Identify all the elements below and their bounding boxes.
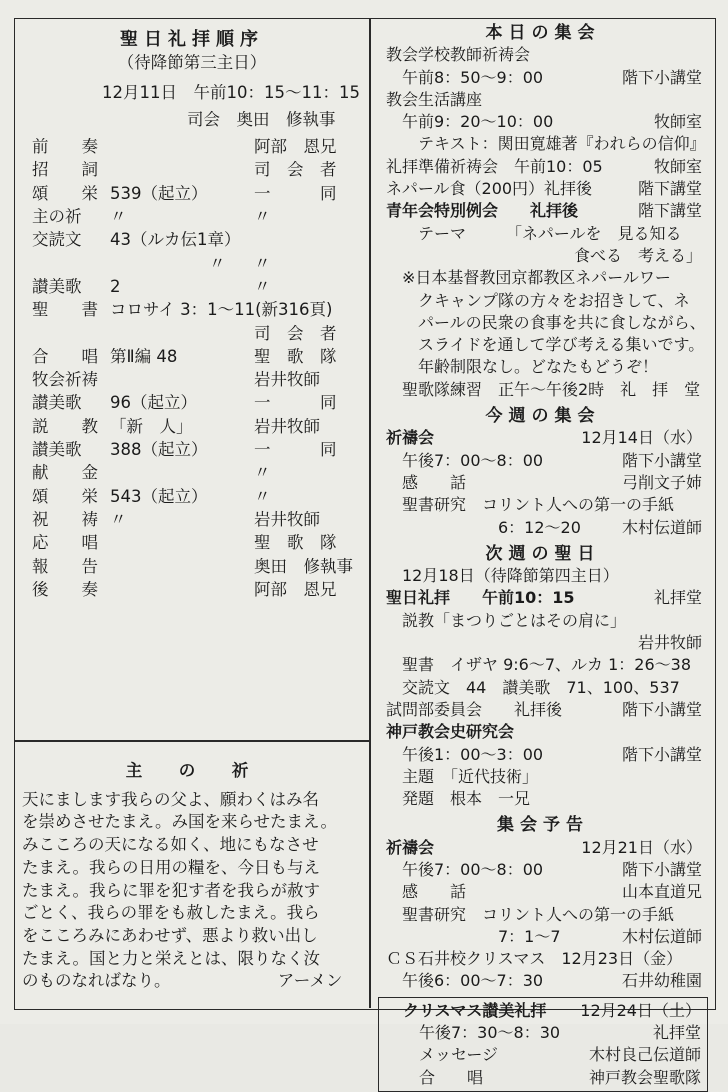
today-row — [378, 156, 708, 178]
today-row — [378, 223, 708, 245]
meetings-section — [378, 22, 708, 1092]
notice-row — [378, 948, 708, 970]
order-person: 聖 歌 隊 — [254, 346, 337, 366]
notice-list — [378, 837, 708, 993]
today-text: 午前8：50〜9：00 — [386, 67, 544, 87]
order-person: 〃 — [254, 486, 271, 506]
today-title: 本日の集会 — [485, 23, 601, 43]
order-detail: コロサイ 3：1〜11(新316頁) — [110, 300, 333, 320]
xmas-right-text: 12月24日（土） — [580, 1000, 701, 1020]
today-right-text: 牧師室 — [653, 156, 702, 176]
order-row — [22, 438, 362, 461]
order-row — [22, 228, 362, 251]
order-row — [22, 485, 362, 508]
week-right-text: 12月14日（水） — [581, 428, 702, 448]
order-item: 牧会祈祷 — [32, 370, 98, 390]
xmas-row — [379, 1044, 707, 1066]
order-detail: 第Ⅱ編 48 — [110, 346, 178, 366]
order-item: 讃美歌 — [32, 440, 82, 460]
today-text: 年齢制限なし。どなたもどうぞ！ — [386, 357, 659, 377]
order-item: 合 唱 — [32, 346, 98, 366]
order-row — [22, 182, 362, 205]
order-item: 献 金 — [32, 463, 98, 483]
order-row — [22, 322, 362, 345]
order-row — [22, 391, 362, 414]
order-person: 阿部 恩兄 — [254, 579, 337, 599]
next-text: 聖書 イザヤ 9:6〜7、ルカ 1：26〜38 — [386, 655, 692, 675]
week-text: 祈禱会 — [386, 428, 435, 448]
order-person: 司 会 者 — [254, 323, 337, 343]
order-detail: 96（起立） — [110, 393, 197, 413]
today-text: 教会生活講座 — [386, 89, 483, 109]
notice-row — [378, 837, 708, 859]
notice-right-text: 石井幼稚園 — [621, 971, 702, 991]
week-row — [378, 427, 708, 449]
today-row — [378, 200, 708, 222]
order-row — [22, 461, 362, 484]
today-right-text: 階下講堂 — [637, 179, 702, 199]
notice-right-text: 階下小講堂 — [621, 859, 702, 879]
next-right-text: 階下小講堂 — [621, 744, 702, 764]
order-item: 前 奏 — [32, 137, 98, 157]
today-row — [378, 178, 708, 200]
order-detail: 「新 人」 — [110, 416, 193, 436]
order-item: 讃美歌 — [32, 276, 82, 296]
order-row — [22, 368, 362, 391]
today-right-text: 階下小講堂 — [621, 67, 702, 87]
today-row — [378, 133, 708, 155]
notice-text: 午後7：00〜8：00 — [386, 859, 544, 879]
notice-row — [378, 881, 708, 903]
today-text: ネパール食（200円）礼拝後 — [386, 179, 593, 199]
order-item: 後 奏 — [32, 579, 98, 599]
today-text: 聖歌隊練習 正午〜午後2時 礼 拝 堂 — [386, 379, 701, 399]
next-row — [378, 788, 708, 810]
next-list — [378, 565, 708, 810]
christmas-list — [379, 1000, 707, 1089]
order-detail: 〃 — [110, 509, 127, 529]
worship-title: 聖日礼拝順序 — [120, 29, 264, 50]
next-row — [378, 677, 708, 699]
xmas-right-text: 礼拝堂 — [652, 1023, 701, 1043]
next-text: 主題 「近代技術」 — [386, 766, 539, 786]
notice-right-text: 12月21日（水） — [581, 837, 702, 857]
order-person: 岩井牧師 — [254, 416, 320, 436]
today-row — [378, 44, 708, 66]
order-detail: 543（起立） — [110, 486, 208, 506]
today-row — [378, 356, 708, 378]
today-row — [378, 67, 708, 89]
xmas-right-text: 木村良己伝道師 — [588, 1045, 701, 1065]
today-text: クキャンプ隊の方々をお招きして、ネ — [386, 290, 690, 310]
notice-text: 午後6：00〜7：30 — [386, 971, 544, 991]
next-right-text: 岩井牧師 — [637, 633, 702, 653]
next-right-text: 礼拝堂 — [653, 588, 702, 608]
notice-text: ＣＳ石井校クリスマス 12月23日（金） — [386, 949, 683, 969]
order-row — [22, 555, 362, 578]
next-row — [378, 654, 708, 676]
week-text: 聖書研究 コリント人への第一の手紙 — [386, 495, 675, 515]
order-row — [22, 298, 362, 321]
order-row — [22, 135, 362, 158]
next-text: 説教「まつりごとはその肩に」 — [386, 610, 627, 630]
xmas-row — [379, 1022, 707, 1044]
next-text: 神戸教会史研究会 — [386, 722, 515, 742]
today-text: 教会学校教師祈祷会 — [386, 45, 531, 65]
order-detail: 2 — [110, 276, 121, 296]
xmas-text: クリスマス讃美礼拝 — [387, 1000, 547, 1020]
prayer-line: をこころみにあわせず、悪より救い出し — [22, 925, 318, 945]
notice-text: 聖書研究 コリント人への第一の手紙 — [386, 904, 675, 924]
prayer-line: のものなればなり。 アーメン — [22, 971, 343, 991]
today-row — [378, 290, 708, 312]
order-person: 一 同 — [254, 183, 337, 203]
week-row — [378, 494, 708, 516]
today-text: 青年会特別例会 礼拝後 — [386, 201, 579, 221]
worship-order-section — [22, 22, 362, 601]
today-text: パールの民衆の食事を共に食しながら、 — [386, 312, 706, 332]
today-text: スライドを通して学び考える集いです。 — [386, 335, 705, 355]
prayer-line: 天にまします我らの父よ、願わくはみ名 — [22, 789, 319, 809]
order-person: 一 同 — [254, 393, 337, 413]
next-text: 試問部委員会 礼拝後 — [386, 699, 563, 719]
xmas-row — [379, 1000, 707, 1022]
today-row — [378, 267, 708, 289]
prayer-line: みこころの天になる如く、地にもなさせ — [22, 835, 319, 855]
next-text: 午後1：00〜3：00 — [386, 744, 544, 764]
today-row — [378, 111, 708, 133]
order-item: 頌 栄 — [32, 486, 98, 506]
week-right-text: 階下小講堂 — [621, 450, 702, 470]
order-detail: 43（ルカ伝1章） — [110, 230, 241, 250]
worship-datetime: 12月11日 午前10：15〜11：15 — [102, 82, 360, 102]
prayer-line: を崇めさせたまえ。み国を来らせたまえ。 — [22, 812, 337, 832]
next-title: 次週の聖日 — [485, 543, 601, 564]
order-list — [22, 135, 362, 601]
today-row — [378, 89, 708, 111]
notice-row — [378, 970, 708, 992]
notice-text: 7：1〜7 — [386, 926, 561, 946]
week-row — [378, 517, 708, 539]
week-text: 6：12〜20 — [386, 517, 581, 537]
next-text: 聖日礼拝 午前10：15 — [386, 588, 575, 608]
prayer-line: ごとく、我らの罪をも赦したまえ。我ら — [22, 903, 320, 923]
notice-title: 集会予告 — [497, 815, 589, 836]
order-row — [22, 205, 362, 228]
order-row — [22, 158, 362, 181]
order-row — [22, 345, 362, 368]
order-person: 〃 — [254, 207, 271, 227]
prayer-line: たまえ。我らに罪を犯す者を我らが赦す — [22, 880, 320, 900]
next-right-text: 階下小講堂 — [621, 699, 702, 719]
today-row — [378, 334, 708, 356]
order-row — [22, 415, 362, 438]
next-row — [378, 766, 708, 788]
notice-row — [378, 926, 708, 948]
next-row — [378, 565, 708, 587]
next-row — [378, 721, 708, 743]
order-person: 岩井牧師 — [254, 509, 320, 529]
next-row — [378, 587, 708, 609]
week-right-text: 弓削文子姉 — [621, 472, 702, 492]
prayer-text — [22, 789, 362, 993]
christmas-box — [378, 997, 708, 1092]
week-title: 今週の集会 — [485, 406, 601, 427]
today-row — [378, 379, 708, 401]
order-detail: 〃 — [110, 207, 127, 227]
order-person: 〃 — [254, 276, 271, 296]
order-item: 応 唱 — [32, 533, 98, 553]
xmas-text: 合 唱 — [387, 1067, 484, 1087]
order-row — [22, 578, 362, 601]
xmas-text: メッセージ — [387, 1045, 499, 1065]
order-detail: 539（起立） — [110, 183, 208, 203]
next-text: 12月18日（待降節第四主日） — [386, 566, 619, 586]
order-item: 主の祈 — [32, 207, 82, 227]
order-item: 讃美歌 — [32, 393, 82, 413]
order-person: 阿部 恩兄 — [254, 137, 337, 157]
order-row — [22, 252, 362, 275]
next-text: 交読文 44 讃美歌 71、100、537 — [386, 677, 680, 697]
week-row — [378, 450, 708, 472]
today-text: テキスト：関田寛雄著『われらの信仰』 — [386, 134, 706, 154]
notice-right-text: 木村伝道師 — [621, 926, 702, 946]
order-item: 説 教 — [32, 416, 98, 436]
week-right-text: 木村伝道師 — [621, 517, 702, 537]
notice-row — [378, 859, 708, 881]
order-person: 〃 — [254, 463, 271, 483]
next-row — [378, 699, 708, 721]
today-list — [378, 44, 708, 401]
next-text: 発題 根本 一兄 — [386, 789, 531, 809]
prayer-title: 主 の 祈 — [125, 761, 259, 780]
xmas-text: 午後7：30〜8：30 — [387, 1023, 561, 1043]
order-item: 交読文 — [32, 230, 82, 250]
notice-text: 感 話 — [386, 882, 467, 902]
order-item: 頌 栄 — [32, 183, 98, 203]
column-divider — [369, 18, 371, 1008]
notice-row — [378, 904, 708, 926]
order-detail: 〃 — [110, 253, 226, 273]
order-item: 報 告 — [32, 556, 98, 576]
xmas-row — [379, 1067, 707, 1089]
next-row — [378, 744, 708, 766]
today-row — [378, 245, 708, 267]
today-right-text: 食べる 考える」 — [573, 245, 702, 265]
today-right-text: 牧師室 — [653, 112, 702, 132]
order-row — [22, 508, 362, 531]
week-text: 午後7：00〜8：00 — [386, 450, 544, 470]
week-row — [378, 472, 708, 494]
week-text: 感 話 — [386, 472, 467, 492]
next-row — [378, 632, 708, 654]
lords-prayer-section — [22, 746, 362, 993]
order-item: 祝 祷 — [32, 509, 98, 529]
notice-text: 祈禱会 — [386, 837, 435, 857]
order-row — [22, 275, 362, 298]
today-right-text: 階下講堂 — [637, 201, 702, 221]
today-row — [378, 312, 708, 334]
section-divider — [14, 740, 370, 742]
order-row — [22, 531, 362, 554]
order-person: 司 会 者 — [254, 160, 337, 180]
prayer-line: たまえ。我らの日用の糧を、今日も与え — [22, 857, 320, 877]
order-person: 岩井牧師 — [254, 370, 320, 390]
order-item: 招 詞 — [32, 160, 98, 180]
order-person: 聖 歌 隊 — [254, 533, 337, 553]
next-row — [378, 610, 708, 632]
order-person: 一 同 — [254, 440, 337, 460]
today-text: ※日本基督教団京都教区ネパールワー — [386, 268, 671, 288]
order-detail: 388（起立） — [110, 440, 208, 460]
order-person: 奥田 修執事 — [254, 556, 353, 576]
week-list — [378, 427, 708, 538]
notice-right-text: 山本直道兄 — [621, 882, 702, 902]
xmas-right-text: 神戸教会聖歌隊 — [588, 1067, 701, 1087]
today-text: 午前9：20〜10：00 — [386, 112, 554, 132]
today-text: 礼拝準備祈祷会 午前10：05 — [386, 156, 603, 176]
order-person: 〃 — [254, 253, 271, 273]
prayer-line: たまえ。国と力と栄えとは、限りなく汝 — [22, 948, 320, 968]
order-item: 聖 書 — [32, 300, 98, 320]
today-text: テーマ 「ネパールを 見る知る — [386, 223, 682, 243]
worship-subtitle: （待降節第三主日） — [117, 53, 267, 73]
worship-presider: 司会 奥田 修執事 — [187, 109, 336, 129]
